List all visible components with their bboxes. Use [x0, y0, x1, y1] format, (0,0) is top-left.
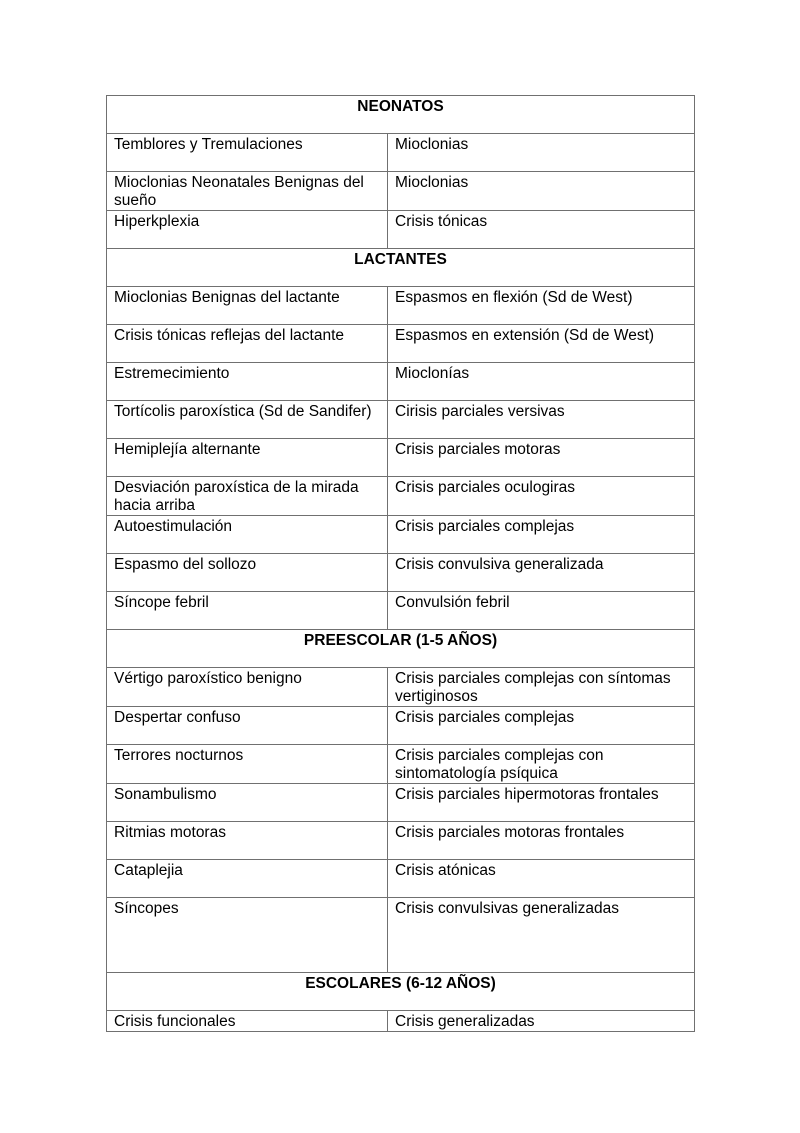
epileptic-cell: Mioclonías — [388, 363, 695, 401]
epileptic-cell: Crisis parciales complejas — [388, 707, 695, 745]
table-row — [107, 554, 695, 592]
table-row — [107, 860, 695, 898]
epileptic-cell: Mioclonias — [388, 172, 695, 211]
non-epileptic-cell: Autoestimulación — [107, 516, 388, 554]
table-row — [107, 516, 695, 554]
epileptic-cell: Crisis parciales complejas con sintomatología psíquica — [388, 745, 695, 784]
non-epileptic-cell: Vértigo paroxístico benigno — [107, 668, 388, 707]
section-title: LACTANTES — [107, 249, 695, 287]
table-row — [107, 477, 695, 516]
non-epileptic-cell: Mioclonias Benignas del lactante — [107, 287, 388, 325]
epileptic-cell: Crisis parciales complejas con síntomas vertiginosos — [388, 668, 695, 707]
non-epileptic-cell: Sonambulismo — [107, 784, 388, 822]
non-epileptic-cell: Hiperkplexia — [107, 211, 388, 249]
epileptic-cell: Crisis parciales complejas — [388, 516, 695, 554]
non-epileptic-cell: Crisis tónicas reflejas del lactante — [107, 325, 388, 363]
non-epileptic-cell: Espasmo del sollozo — [107, 554, 388, 592]
epileptic-cell: Crisis parciales oculogiras — [388, 477, 695, 516]
table-row — [107, 325, 695, 363]
epileptic-cell: Crisis parciales motoras frontales — [388, 822, 695, 860]
section-title: NEONATOS — [107, 96, 695, 134]
non-epileptic-cell: Tortícolis paroxística (Sd de Sandifer) — [107, 401, 388, 439]
non-epileptic-cell: Terrores nocturnos — [107, 745, 388, 784]
non-epileptic-cell: Hemiplejía alternante — [107, 439, 388, 477]
non-epileptic-cell: Desviación paroxística de la mirada hacia arriba — [107, 477, 388, 516]
table-row — [107, 401, 695, 439]
epileptic-cell: Crisis parciales motoras — [388, 439, 695, 477]
epileptic-cell: Crisis atónicas — [388, 860, 695, 898]
section-title: ESCOLARES (6-12 AÑOS) — [107, 973, 695, 1011]
non-epileptic-cell: Estremecimiento — [107, 363, 388, 401]
section-header-row — [107, 630, 695, 668]
non-epileptic-cell: Ritmias motoras — [107, 822, 388, 860]
epileptic-cell: Crisis convulsiva generalizada — [388, 554, 695, 592]
epileptic-cell: Crisis tónicas — [388, 211, 695, 249]
table-row — [107, 707, 695, 745]
table-row — [107, 898, 695, 973]
epileptic-cell: Crisis generalizadas — [388, 1011, 695, 1032]
table-row — [107, 211, 695, 249]
table-row — [107, 172, 695, 211]
non-epileptic-cell: Síncope febril — [107, 592, 388, 630]
non-epileptic-cell: Síncopes — [107, 898, 388, 973]
epileptic-cell: Mioclonias — [388, 134, 695, 172]
table-row — [107, 822, 695, 860]
non-epileptic-cell: Temblores y Tremulaciones — [107, 134, 388, 172]
non-epileptic-cell: Cataplejia — [107, 860, 388, 898]
table-row — [107, 592, 695, 630]
section-header-row — [107, 973, 695, 1011]
epileptic-cell: Espasmos en extensión (Sd de West) — [388, 325, 695, 363]
section-title: PREESCOLAR (1-5 AÑOS) — [107, 630, 695, 668]
document-page — [106, 95, 694, 1032]
table-row — [107, 287, 695, 325]
epileptic-cell: Crisis convulsivas generalizadas — [388, 898, 695, 973]
paroxysmal-events-table — [106, 95, 695, 1032]
epileptic-cell: Convulsión febril — [388, 592, 695, 630]
section-header-row — [107, 249, 695, 287]
non-epileptic-cell: Mioclonias Neonatales Benignas del sueño — [107, 172, 388, 211]
epileptic-cell: Crisis parciales hipermotoras frontales — [388, 784, 695, 822]
epileptic-cell: Cirisis parciales versivas — [388, 401, 695, 439]
table-row — [107, 439, 695, 477]
non-epileptic-cell: Despertar confuso — [107, 707, 388, 745]
epileptic-cell: Espasmos en flexión (Sd de West) — [388, 287, 695, 325]
table-row — [107, 134, 695, 172]
table-row — [107, 745, 695, 784]
table-row — [107, 784, 695, 822]
non-epileptic-cell: Crisis funcionales — [107, 1011, 388, 1032]
section-header-row — [107, 96, 695, 134]
table-row — [107, 363, 695, 401]
table-row — [107, 668, 695, 707]
table-row — [107, 1011, 695, 1032]
